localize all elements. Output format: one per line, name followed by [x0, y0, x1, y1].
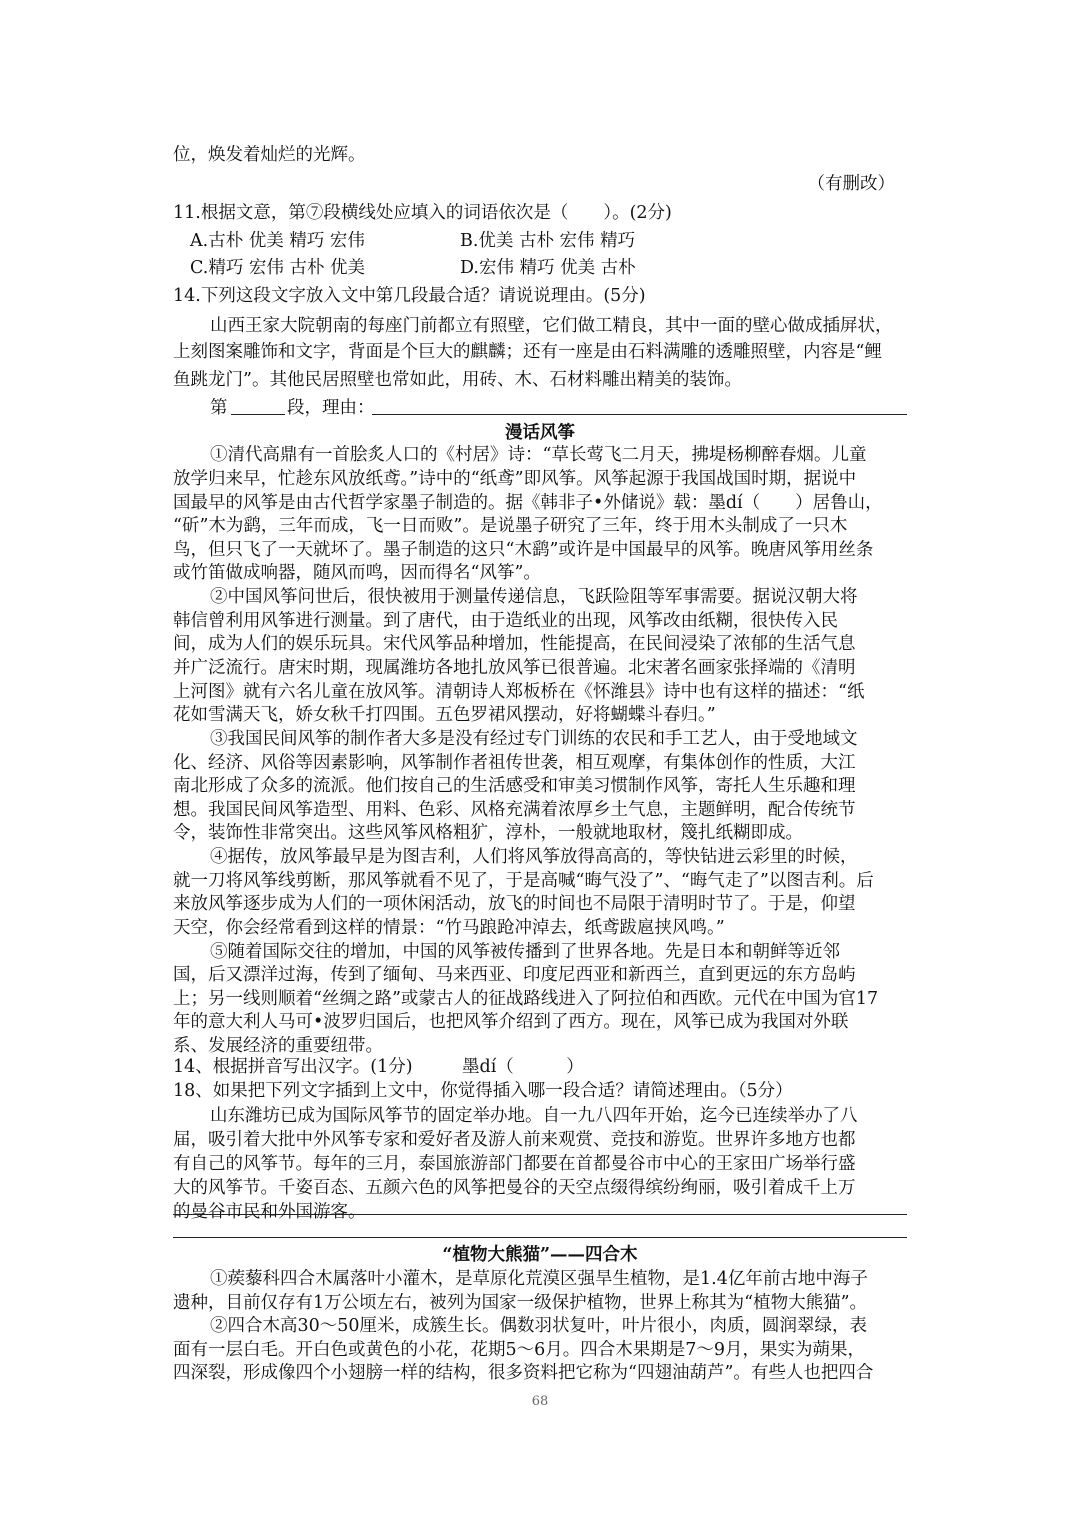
plant-line: ①蒺藜科四合木属落叶小灌木，是草原化荒漠区强旱生植物，是1.4亿年前古地中海子: [210, 1269, 868, 1289]
kite-line: ⑤随着国际交往的增加，中国的风筝被传播到了世界各地。先是日本和朝鲜等近邻: [210, 942, 840, 962]
kite-line: 鸟，但只飞了一天就坏了。墨子制造的这只“木鹞”或许是中国最早的风筝。晚唐风筝用丝条: [173, 540, 874, 560]
kite-title: 漫话风筝: [505, 423, 575, 443]
kite-line: 国最早的风筝是由古代哲学家墨子制造的。据《韩非子•外储说》载：墨dí（ ）居鲁山，: [173, 493, 883, 513]
plant-line: 面有一层白毛。开白色或黄色的小花，花期5～6月。四合木果期是7～9月，果实为蒴果，: [173, 1340, 866, 1360]
kite-line: 想。我国民间风筝造型、用料、色彩、风格充满着浓厚乡土气息，主题鲜明，配合传统节: [173, 800, 856, 820]
answer-blank-reason[interactable]: [372, 414, 907, 415]
answer-line[interactable]: [173, 1214, 907, 1215]
q18-passage-line: 有自己的风筝节。每年的三月，泰国旅游部门都要在首都曼谷市中心的王家田广场举行盛: [173, 1154, 856, 1174]
page-number: 68: [531, 1394, 549, 1409]
kite-line: 或竹笛做成响器，随风而鸣，因而得名“风筝”。: [173, 563, 541, 583]
kite-line: 天空，你会经常看到这样的情景：“竹马踉跄冲淖去，纸鸢跋扈挟风鸣。”: [173, 918, 725, 938]
q18-passage-line: 届，吸引着大批中外风筝专家和爱好者及游人前来观赏、竞技和游览。世界许多地方也都: [173, 1130, 856, 1150]
kite-line: 上；另一线则顺着“丝绸之路”或蒙古人的征战路线进入了阿拉伯和西欧。元代在中国为官17: [173, 989, 879, 1009]
q14b-pinyin: 墨dí（ ）: [462, 1057, 584, 1077]
source-note: （有删改）: [807, 174, 895, 194]
answer-blank-paragraph[interactable]: [231, 414, 285, 415]
q11-option-b: B.优美 古朴 宏伟 精巧: [460, 231, 636, 251]
kite-line: 间，成为人们的娱乐玩具。宋代风筝品种增加，性能提高，在民间浸染了浓郁的生活气息: [173, 634, 856, 654]
q14a-stem: 14.下列这段文字放入文中第几段最合适？请说说理由。(5分): [173, 286, 646, 306]
kite-line: 上河图》就有六名儿童在放风筝。清朝诗人郑板桥在《怀潍县》诗中也有这样的描述：“纸: [173, 682, 865, 702]
q11-option-d: D.宏伟 精巧 优美 古朴: [460, 258, 636, 278]
plant-line: ②四合木高30～50厘米，成簇生长。偶数羽状复叶，叶片很小，肉质，圆润翠绿，表: [210, 1316, 868, 1336]
kite-line: ③我国民间风筝的制作者大多是没有经过专门训练的农民和手工艺人，由于受地域文: [210, 729, 858, 749]
q11-stem: 11.根据文意，第⑦段横线处应填入的词语依次是（ ）。(2分): [173, 203, 672, 223]
q14a-answer-prefix: 第: [210, 398, 228, 418]
kite-line: 国，后又漂洋过海，传到了缅甸、马来西亚、印度尼西亚和新西兰，直到更远的东方岛屿: [173, 965, 856, 985]
kite-line: 来放风筝逐步成为人们的一项休闲活动，放飞的时间也不局限于清明时节了。于是，仰望: [173, 894, 856, 914]
q14b-stem: 14、根据拼音写出汉字。(1分): [173, 1057, 413, 1077]
q18-passage-line: 山东潍坊已成为国际风筝节的固定举办地。自一九八四年开始，迄今已连续举办了八: [210, 1106, 858, 1126]
answer-line[interactable]: [173, 1237, 907, 1238]
kite-line: 年的意大利人马可•波罗归国后，也把风筝介绍到了西方。现在，风筝已成为我国对外联: [173, 1012, 849, 1032]
q14a-passage-line: 上刻图案雕饰和文字，背面是个巨大的麒麟；还有一座是由石料满雕的透雕照壁，内容是“鲤: [173, 342, 882, 362]
kite-line: 化、经济、风俗等因素影响，风筝制作者祖传世袭，相互观摩，有集体创作的性质，大江: [173, 753, 856, 773]
kite-line: 放学归来早，忙趁东风放纸鸢。”诗中的“纸鸢”即风筝。风筝起源于我国战国时期，据说中: [173, 469, 857, 489]
kite-line: ①清代高鼎有一首脍炙人口的《村居》诗：“草长莺飞二月天，拂堤杨柳醉春烟。儿童: [210, 445, 867, 465]
kite-line: ②中国风筝问世后，很快被用于测量传递信息，飞跃险阻等军事需要。据说汉朝大将: [210, 587, 858, 607]
q11-option-c: C.精巧 宏伟 古朴 优美: [190, 258, 366, 278]
kite-line: 系、发展经济的重要纽带。: [173, 1036, 383, 1056]
q14a-answer-mid: 段，理由：: [287, 398, 375, 418]
plant-line: 遗种，目前仅存有1万公顷左右，被列为国家一级保护植物，世界上称其为“植物大熊猫”。: [173, 1293, 868, 1313]
kite-line: ④据传，放风筝最早是为图吉利，人们将风筝放得高高的，等快钻进云彩里的时候，: [210, 847, 858, 867]
kite-line: 花如雪满天飞，娇女秋千打四围。五色罗裙风摆动，好将蝴蝶斗春归。”: [173, 705, 716, 725]
passage-end-line: 位，焕发着灿烂的光辉。: [173, 145, 366, 165]
q18-stem: 18、如果把下列文字插到上文中，你觉得插入哪一段合适？请简述理由。（5分）: [173, 1081, 793, 1101]
kite-line: 南北形成了众多的流派。他们按自己的生活感受和审美习惯制作风筝，寄托人生乐趣和理: [173, 776, 856, 796]
kite-line: 韩信曾利用风筝进行测量。到了唐代，由于造纸业的出现，风筝改由纸糊，很快传入民: [173, 611, 838, 631]
kite-line: 并广泛流行。唐宋时期，现属潍坊各地扎放风筝已很普遍。北宋著名画家张择端的《清明: [173, 658, 856, 678]
q18-passage-line: 大的风筝节。千姿百态、五颜六色的风筝把曼谷的天空点缀得缤纷绚丽，吸引着成千上万: [173, 1178, 856, 1198]
q14a-passage-line: 山西王家大院朝南的每座门前都立有照壁，它们做工精良，其中一面的壁心做成插屏状，: [210, 316, 893, 336]
plant-title: “植物大熊猫”——四合木: [442, 1245, 638, 1265]
kite-line: 就一刀将风筝线剪断，那风筝就看不见了，于是高喊“晦气没了”、“晦气走了”以图吉利。后: [173, 871, 874, 891]
q11-option-a: A.古朴 优美 精巧 宏伟: [190, 231, 365, 251]
kite-line: 令，装饰性非常突出。这些风筝风格粗犷，淳朴，一般就地取材，篾扎纸糊即成。: [173, 823, 803, 843]
q18-passage-line: 的曼谷市民和外国游客。: [173, 1202, 366, 1222]
plant-line: 四深裂，形成像四个小翅膀一样的结构，很多资料把它称为“四翅油葫芦”。有些人也把四合: [173, 1363, 874, 1383]
q14a-passage-line: 鱼跳龙门”。其他民居照壁也常如此，用砖、木、石材料雕出精美的装饰。: [173, 370, 742, 390]
kite-line: “斫”木为鹞，三年而成，飞一日而败”。是说墨子研究了三年，终于用木头制成了一只木: [173, 516, 848, 536]
